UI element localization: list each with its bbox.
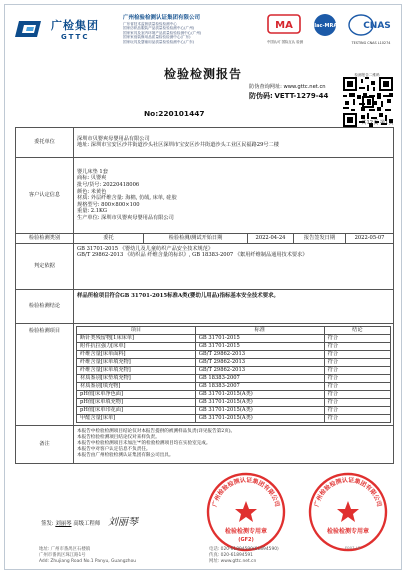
basis-line: GB/T 29862-2013 《纺织品 纤维含量的标识》, GB 18383-2007 《絮用纤维制品通用技术要求》 (77, 252, 308, 259)
report-table (15, 120, 394, 464)
certification-logos (267, 13, 397, 57)
test-start-value: 2022-04-24 (248, 233, 294, 243)
item-standard: GB 18383-2007 (195, 374, 324, 382)
item-standard: GB 31701-2015(A类) (195, 390, 324, 398)
brand-name-cn: 广检集团 (51, 19, 99, 32)
item-name: 纤维含量[床单填充物] (77, 366, 196, 374)
sample-cell (74, 157, 394, 233)
conclusion-label: 检验检测结论 (16, 289, 74, 323)
cnas-caption: TESTING CNAS L10274 (351, 41, 391, 45)
table-row (77, 358, 391, 366)
footer-contact-line: 电话: 020-61894590(61894590) (209, 547, 279, 552)
footer-contact (209, 547, 319, 565)
organization-line: 国家纺织品服装产品质量检验检测中心(广州) (123, 26, 195, 31)
table-row (77, 366, 391, 374)
svg-text:ilac-MRA: ilac-MRA (312, 23, 338, 29)
remarks-cell (74, 425, 394, 463)
footer-contact-line: 网址: www.gttc.net.cn (209, 559, 257, 564)
item-result: 符合 (324, 398, 390, 406)
form-code: F007-LS (345, 545, 361, 550)
basis-line: GB 31701-2015 《婴幼儿及儿童纺织产品安全技术规范》 (77, 245, 214, 252)
basis-cell (74, 243, 394, 289)
footer-address (39, 547, 179, 565)
footer-address-line: Add: Zhujiang Road No.1 Panyu, Guangzhou (39, 559, 137, 564)
item-result: 符合 (324, 374, 390, 382)
remarks-row (16, 425, 394, 463)
client-cell (74, 127, 394, 157)
item-name: 纤维含量[床单面料] (77, 350, 196, 358)
table-row (77, 406, 391, 414)
item-standard: GB/T 29862-2013 (195, 358, 324, 366)
right-seal-stamp (307, 471, 389, 553)
qr-caption: 检测报告二维码 (354, 73, 380, 77)
cnas-badge (347, 13, 395, 45)
client-label: 委托单位 (16, 127, 74, 157)
conclusion-text: 样品所检项目符合GB 31701-2015标准A类(婴幼儿用品)指标基本安全技术要求。 (74, 289, 394, 323)
sample-line: 重量: 2.1KG (77, 208, 108, 215)
basis-label: 判定依据 (16, 243, 74, 289)
sample-line: 生产单位: 深圳市贝婴爽母婴用品有限公司 (77, 214, 174, 221)
report-title: 检验检测报告 (163, 67, 242, 81)
footer-address-line: 地址: 广州市番禺区石楼镇 (39, 547, 91, 552)
sample-line: 商标: 贝婴爽 (77, 175, 107, 182)
sample-line: 批号/货号: 20220418006 (77, 181, 140, 188)
svg-text:CNAS: CNAS (363, 21, 391, 31)
item-name: pH值[床单填充物] (77, 398, 196, 406)
item-name: pH值[床单印花面] (77, 406, 196, 414)
test-start-label: 检验检测/测试开始日期 (144, 233, 248, 243)
organization-line: 国家家具及室内环境产品质量检验检测中心(广州) (123, 30, 202, 35)
item-name: 附件抗拉强力[床单] (77, 342, 196, 350)
item-name: 断针类残留物[1床床单] (77, 334, 196, 342)
page-count-row (16, 120, 394, 127)
table-row (77, 382, 391, 390)
remark-line: 本报告中检验检测项目未加注'*'的检验检测项目均在实验室完成。 (77, 441, 211, 447)
organization-line: 广东省技术监督质量检验检测中心 (123, 22, 177, 26)
signature-label: 签发: (41, 521, 54, 527)
item-name: 材质鉴别[床垫填充物] (77, 374, 196, 382)
sample-line: 颜色: 米黄色 (77, 188, 107, 195)
sample-line: 规格型号: 800×800×100 (77, 201, 140, 208)
table-row (77, 334, 391, 342)
anti-fake-code-label: 防伪码: (249, 92, 273, 100)
table-row (77, 350, 391, 358)
test-type-value: 委托 (74, 233, 144, 243)
remarks-label: 备注 (16, 425, 74, 463)
table-row (77, 374, 391, 382)
issue-date-label: 报告签发日期 (294, 233, 346, 243)
footer-contact-line: 传真: 020-61894591 (209, 553, 253, 558)
anti-fake-site[interactable]: www.gttc.net.cn (283, 84, 326, 90)
item-standard: GB 18383-2007 (195, 382, 324, 390)
items-header-project: 项目 (77, 326, 196, 334)
sample-line: 材质: 外层纤维含量: 海棉, 仿绒, 床单, 硅胶 (77, 195, 177, 202)
handwritten-signature: 刘丽琴 (107, 517, 138, 528)
sample-label: 客户认定信息 (16, 157, 74, 233)
client-row (16, 127, 394, 157)
client-name: 深圳市贝婴爽母婴用品有限公司 (77, 135, 150, 142)
report-number: No:220101447 (144, 109, 205, 118)
svg-text:广州检验检测认证集团有限公司: 广州检验检测认证集团有限公司 (313, 476, 383, 508)
remark-line: 本报告由广州检验检测认证集团有限公司出具。 (77, 453, 174, 459)
item-result: 符合 (324, 342, 390, 350)
left-seal-stamp (205, 471, 287, 553)
item-result: 符合 (324, 350, 390, 358)
item-standard: GB 31701-2015(A类) (195, 414, 324, 422)
svg-text:(GF2): (GF2) (238, 537, 254, 543)
items-header-standard: 标准 (195, 326, 324, 334)
organization-line: 国家玩具及婴童用品质量检验检测中心(广东) (123, 39, 195, 44)
remark-line: 本报告中检验检测项目结论仅对本报告提供的被测样品负责(详见报告第2页)。 (77, 429, 236, 435)
anti-fake-site-label: 防伪查询网址: (249, 84, 282, 90)
issue-date-value: 2022-05-07 (346, 233, 394, 243)
item-standard: GB 31701-2015(A类) (195, 398, 324, 406)
item-result: 符合 (324, 414, 390, 422)
item-result: 符合 (324, 334, 390, 342)
item-result: 符合 (324, 366, 390, 374)
item-standard: GB 31701-2015 (195, 342, 324, 350)
items-cell (74, 323, 394, 425)
item-name: 材质鉴别[填充物] (77, 382, 196, 390)
anti-fake-code: VETT-1279-44 (274, 92, 329, 100)
table-row (77, 342, 391, 350)
organization-name: 广州检验检测认证集团有限公司 (123, 15, 201, 21)
item-standard: GB/T 29862-2013 (195, 366, 324, 374)
cma-icon (267, 13, 301, 35)
page-count: 共12页 第1页 (361, 120, 394, 126)
items-label: 检验检测项目 (16, 323, 74, 425)
svg-text:检验检测专用章: 检验检测专用章 (224, 528, 268, 535)
basis-row (16, 243, 394, 289)
table-row (77, 398, 391, 406)
table-row (77, 390, 391, 398)
remark-line: 本报告检验检测项目结论仅对来样负责。 (77, 435, 160, 441)
item-result: 符合 (324, 406, 390, 414)
item-standard: GB/T 29862-2013 (195, 350, 324, 358)
ilac-badge (307, 13, 343, 41)
svg-text:MA: MA (275, 20, 293, 31)
footer-address-line: 广州市番禺区珠江路1号 (39, 553, 86, 558)
ilac-icon (307, 13, 343, 37)
item-result: 符合 (324, 358, 390, 366)
report-page (4, 4, 402, 570)
cma-badge (267, 13, 301, 39)
svg-text:广州检验检测认证集团有限公司: 广州检验检测认证集团有限公司 (211, 476, 281, 508)
conclusion-row (16, 289, 394, 323)
items-header-result: 结论 (324, 326, 390, 334)
test-type-label: 检验检测类别 (16, 233, 74, 243)
organization-line: 国家家庭装修用品质量检验检测中心(广东) (123, 35, 191, 40)
dates-row (16, 233, 394, 243)
gttc-logo-icon (15, 15, 45, 43)
item-standard: GB 31701-2015 (195, 334, 324, 342)
item-name: 甲醛含量[床单] (77, 414, 196, 422)
remark-line: 本报告中对客户认定信息不负责任。 (77, 447, 151, 453)
cert-caption: 中国认可 国际互认 检测 (267, 40, 304, 44)
signer-title: 高级工程师 (73, 521, 101, 527)
items-row (16, 323, 394, 425)
item-result: 符合 (324, 382, 390, 390)
client-address: 地址: 深圳市宝安区沙井街道沙头社区深圳市宝安区沙井街道沙头工业区民福路29号二楼 (77, 142, 279, 149)
sample-row (16, 157, 394, 233)
svg-text:检验检测专用章: 检验检测专用章 (326, 528, 370, 535)
cnas-icon (347, 13, 395, 37)
item-name: 纤维含量[床单填充物] (77, 358, 196, 366)
item-name: pH值[床单净色面] (77, 390, 196, 398)
item-result: 符合 (324, 390, 390, 398)
brand-name-en: GTTC (61, 33, 90, 41)
sample-line: 婴儿床垫 1套 (77, 168, 108, 175)
items-header-row (77, 326, 391, 334)
signature-block (41, 513, 138, 528)
organization-block (123, 15, 263, 44)
table-row (77, 414, 391, 422)
item-standard: GB 31701-2015(A类) (195, 406, 324, 414)
items-table (76, 326, 391, 423)
signer-name: 刘丽琴 (55, 521, 72, 527)
